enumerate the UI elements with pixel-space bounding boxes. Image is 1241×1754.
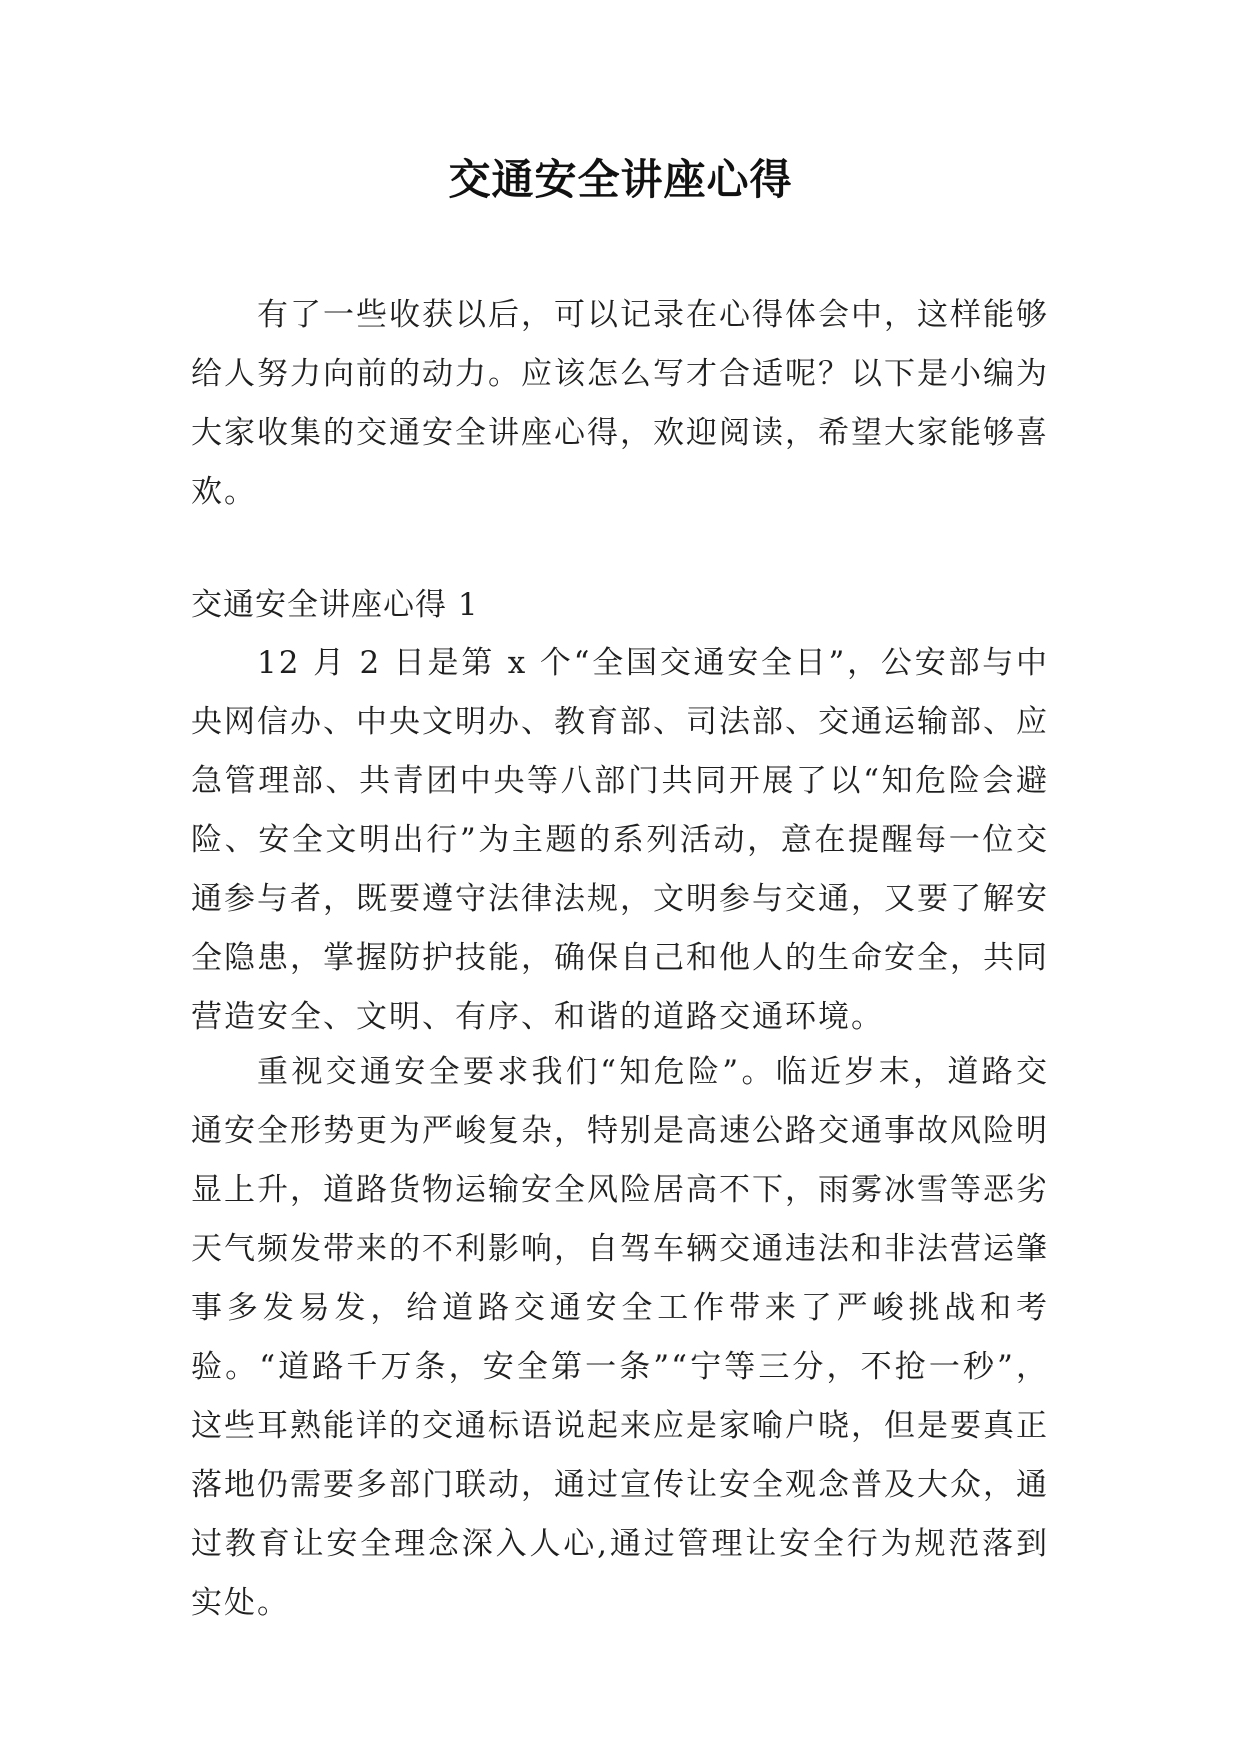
- body-paragraph: 12 月 2 日是第 x 个“全国交通安全日”，公安部与中央网信办、中央文明办、教育部、司法部、交通运输部、应急管理部、共青团中央等八部门共同开展了以“知危险会避险、安全文明出行”为主题的系列活动，意在提醒每一位交通参与者，既要遵守法律法规，文明参与交通，又要了解安全隐患，掌握防护技能，确保自己和他人的生命安全，共同营造安全、文明、有序、和谐的道路交通环境。: [191, 645, 1049, 1035]
- section-heading: 交通安全讲座心得 1: [191, 587, 479, 623]
- document-title: 交通安全讲座心得: [448, 155, 793, 204]
- body-paragraph: 重视交通安全要求我们“知危险”。临近岁末，道路交通安全形势更为严峻复杂，特别是高速公路交通事故风险明显上升，道路货物运输安全风险居高不下，雨雾冰雪等恶劣天气频发带来的不利影响，自驾车辆交通违法和非法营运肇事多发易发，给道路交通安全工作带来了严峻挑战和考验。“道路千万条，安全第一条”“宁等三分，不抢一秒”，这些耳熟能详的交通标语说起来应是家喻户晓，但是要真正落地仍需要多部门联动，通过宣传让安全观念普及大众，通过教育让安全理念深入人心,通过管理让安全行为规范落到实处。: [191, 1054, 1049, 1621]
- intro-paragraph: 有了一些收获以后，可以记录在心得体会中，这样能够给人努力向前的动力。应该怎么写才合适呢？以下是小编为大家收集的交通安全讲座心得，欢迎阅读，希望大家能够喜欢。: [191, 297, 1049, 510]
